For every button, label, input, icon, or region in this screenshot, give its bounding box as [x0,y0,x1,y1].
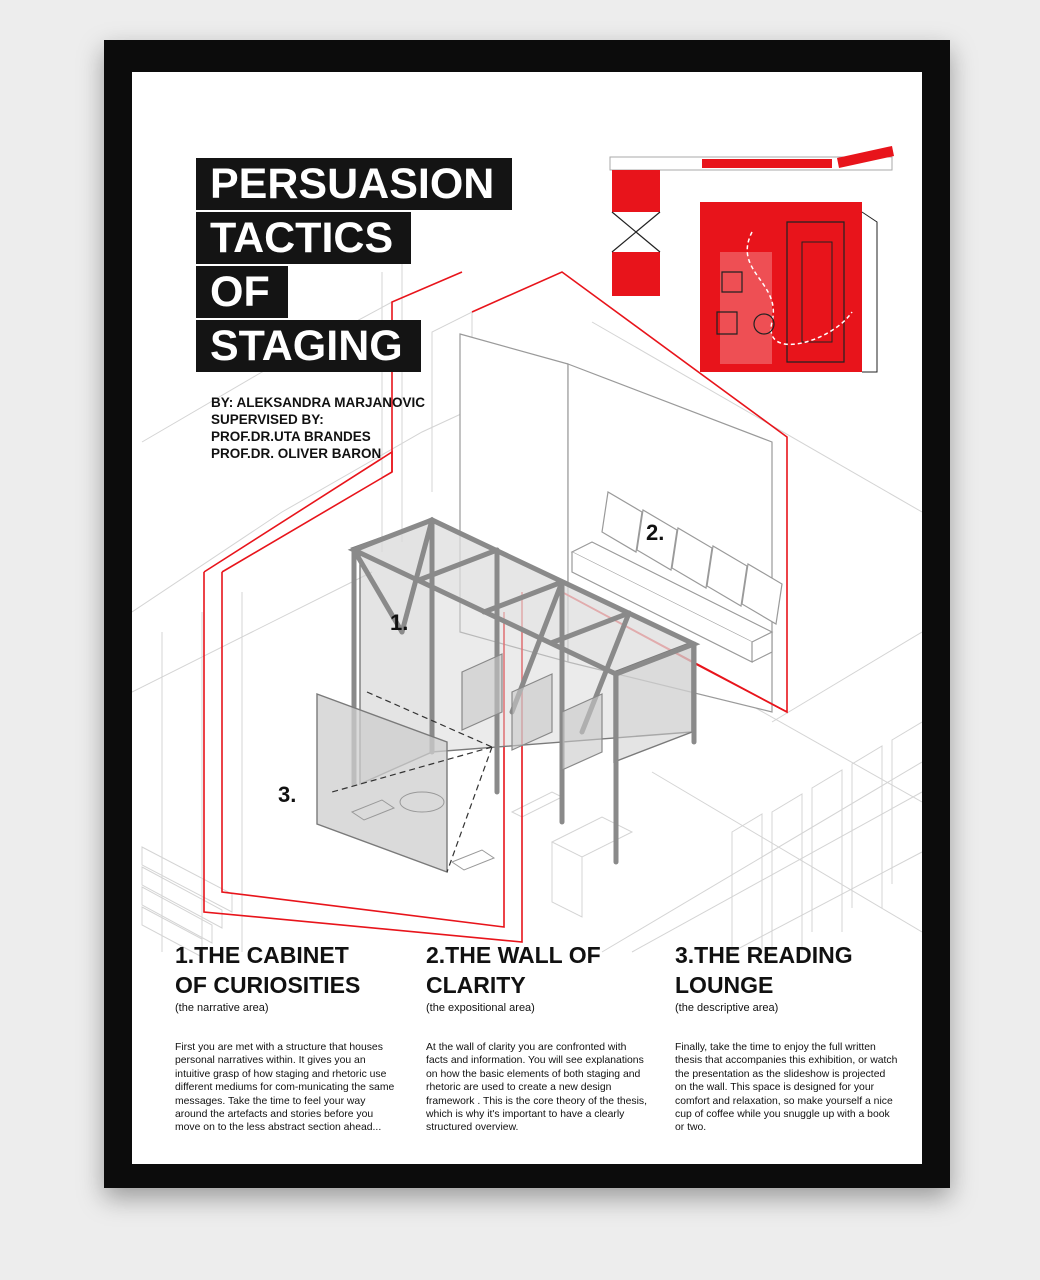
area-label-3: 3. [278,782,297,807]
area-label-1: 1. [390,610,409,635]
section-title-line-2: LOUNGE [675,972,774,998]
poster [132,72,922,1164]
title-line-3: OF [196,266,288,318]
section-title-line-1: 3.THE READING [675,942,853,968]
section-wall [426,940,650,1135]
section-subtitle: (the descriptive area) [675,1002,779,1014]
section-body: At the wall of clarity you are confronted with facts and information. You will see explanations on how the basic elements of both staging and rhetoric are used to create a new design framework . This is the core theory of the thesis, which is why it's important to have a clearly structured overview. [426,1042,647,1134]
area-label-2: 2. [646,520,665,545]
section-title-line-1: 2.THE WALL OF [426,942,601,968]
supervised-line: SUPERVISED BY: [211,412,324,427]
author-line: BY: ALEKSANDRA MARJANOVIC [211,395,426,410]
section-title-line-2: CLARITY [426,972,526,998]
supervisor-line-1: PROF.DR.UTA BRANDES [211,429,371,444]
section-title-line-2: OF CURIOSITIES [175,972,361,998]
section-title-line-1: 1.THE CABINET [175,942,349,968]
supervisor-line-2: PROF.DR. OLIVER BARON [211,446,382,461]
section-cabinet [175,940,399,1135]
section-body: First you are met with a structure that houses personal narratives within. It gives you an intuitive grasp of how staging and rhetoric use different mediums for com-municating the same messages. Take the time to feel your way around the artefacts and stories before you move on to the less abstract section ahead... [175,1042,395,1134]
section-body: Finally, take the time to enjoy the full written thesis that accompanies this exhibition, or watch the presentation as the slideshow is projected on the wall. This space is designed for your comfort and relaxation, so make yourself a nice cup of coffee while you snuggle up with a book or two. [675,1042,898,1134]
title-line-1: PERSUASION [196,158,512,210]
section-subtitle: (the expositional area) [426,1002,535,1014]
section-lounge [675,940,899,1135]
credits [211,394,425,462]
title-line-4: STAGING [196,320,421,372]
section-subtitle: (the narrative area) [175,1002,269,1014]
picture-frame [104,40,950,1188]
title-line-2: TACTICS [196,212,411,264]
